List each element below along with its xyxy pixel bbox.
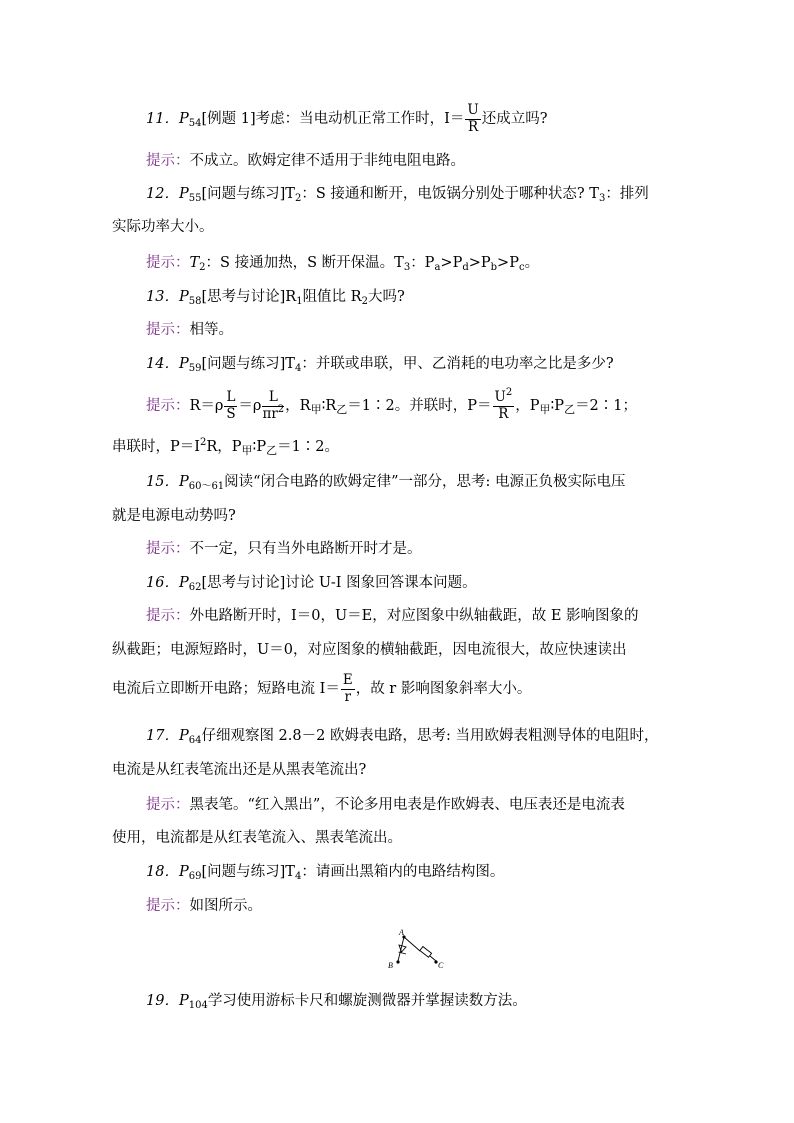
p-sub: c xyxy=(518,262,525,273)
t-sub: 3 xyxy=(403,262,411,273)
answer-16-line2 xyxy=(112,639,682,661)
question-12-line2 xyxy=(112,216,682,238)
frac-den: R xyxy=(467,118,479,135)
frac-den: R xyxy=(498,405,509,422)
fraction-u2-over-r xyxy=(493,387,515,422)
answer-text: ：P xyxy=(410,255,435,271)
frac-den-text: πr xyxy=(262,405,278,422)
answer-11 xyxy=(146,150,716,172)
diode-wire xyxy=(398,937,404,961)
answer-17 xyxy=(146,794,716,816)
q-number: 19．P xyxy=(146,993,189,1009)
q-text: 阅读“闭合电路的欧姆定律”一部分，思考: 电源正负极实际电压 xyxy=(224,474,626,490)
frac-num: U xyxy=(467,102,479,118)
q-text-end: 还成立吗? xyxy=(481,111,548,127)
hint-label: 提示： xyxy=(146,541,190,557)
fraction-e-over-r xyxy=(341,674,355,704)
label-c: C xyxy=(438,961,444,970)
q-text: [例题 1]考虑：当电动机正常工作时，I＝ xyxy=(201,111,465,127)
hint-label: 提示： xyxy=(146,255,190,271)
q-text: ：并联或串联，甲、乙消耗的电功率之比是多少? xyxy=(301,356,614,372)
frac-num-text: U xyxy=(494,389,506,405)
question-18 xyxy=(146,861,716,883)
frac-den: r xyxy=(344,688,351,705)
q-number: 14．P xyxy=(146,356,189,372)
q-text: 大吗? xyxy=(367,289,405,305)
answer-text: 不成立。欧姆定律不适用于非纯电阻电路。 xyxy=(189,153,465,169)
resistor-symbol xyxy=(420,947,432,958)
question-19 xyxy=(146,990,716,1012)
page-sub: 54 xyxy=(188,118,202,129)
resistor-wire-c xyxy=(430,956,436,961)
hint-label: 提示： xyxy=(146,153,190,169)
t-sub: 3 xyxy=(598,193,606,204)
answer-text: 如图所示。 xyxy=(189,898,262,914)
answer-12 xyxy=(146,252,716,274)
hint-label: 提示： xyxy=(146,898,190,914)
page-sub: 60～61 xyxy=(188,481,225,492)
answer-text: ＝1∶2。并联时，P＝ xyxy=(347,398,492,414)
answer-text: 使用，电流都是从红表笔流入、黑表笔流出。 xyxy=(112,830,402,846)
frac-num: L xyxy=(226,389,236,405)
answer-text: ，R xyxy=(285,398,311,414)
fraction-l-over-pir2 xyxy=(262,391,284,421)
black-box-circuit-figure xyxy=(380,925,450,977)
question-15-line2 xyxy=(112,505,682,527)
t-sub: 4 xyxy=(294,363,302,374)
answer-text: 相等。 xyxy=(189,322,233,338)
sub-yi: 乙 xyxy=(336,403,348,416)
frac-num xyxy=(493,387,515,407)
sub-yi: 乙 xyxy=(266,444,278,457)
sub-jia: 甲 xyxy=(241,444,253,457)
q-text: [思考与讨论]讨论 U-I 图象回答课本问题。 xyxy=(201,575,477,591)
page-sub: 104 xyxy=(188,1000,208,1011)
answer-text: 。 xyxy=(524,255,540,271)
frac-den: S xyxy=(226,405,236,422)
q-text: 电流是从红表笔流出还是从黑表笔流出? xyxy=(112,762,367,778)
answer-text: 纵截距；电源短路时，U＝0，对应图象的横轴截距，因电流很大，故应快速读出 xyxy=(112,642,627,658)
answer-13 xyxy=(146,319,716,341)
answer-text: ＝1∶2。 xyxy=(277,439,340,455)
answer-16 xyxy=(146,605,716,627)
p-sub: a xyxy=(434,262,441,273)
t-sub: 2 xyxy=(294,193,302,204)
question-13 xyxy=(146,286,716,308)
q-text: [问题与练习]T xyxy=(201,864,295,880)
sub-yi: 乙 xyxy=(564,403,576,416)
question-11 xyxy=(146,104,716,134)
hint-label: 提示： xyxy=(146,322,190,338)
q-text: [思考与讨论]R xyxy=(201,289,297,305)
page-sub: 64 xyxy=(188,735,202,746)
answer-text: 电流后立即断开电路；短路电流 I＝ xyxy=(112,681,340,697)
question-16 xyxy=(146,572,716,594)
q-number: 18．P xyxy=(146,864,189,880)
answer-text: 外电路断开时，I＝0，U＝E，对应图象中纵轴截距，故 E 影响图象的 xyxy=(189,608,639,624)
r-sub: 2 xyxy=(361,296,368,307)
fraction-u-over-r xyxy=(465,104,480,134)
frac-sup: 2 xyxy=(277,403,285,415)
hint-label: 提示： xyxy=(146,797,190,813)
answer-text: >P xyxy=(468,255,491,271)
frac-num: L xyxy=(262,391,284,407)
answer-text: ∶R xyxy=(321,398,337,414)
p-sub: b xyxy=(490,262,498,273)
q-text: 学习使用游标卡尺和螺旋测微器并掌握读数方法。 xyxy=(207,993,527,1009)
page-sub: 69 xyxy=(188,871,202,882)
q-text: ：S 接通和断开，电饭锅分别处于哪种状态? T xyxy=(301,186,599,202)
answer-text: 不一定，只有当外电路断开时才是。 xyxy=(189,541,422,557)
answer-18 xyxy=(146,895,716,917)
answer-text: ∶P xyxy=(550,398,565,414)
page-sub: 58 xyxy=(188,296,202,307)
answer-text: ∶P xyxy=(252,439,267,455)
answer-text: R＝ρ xyxy=(189,398,224,414)
hint-label: 提示： xyxy=(146,398,190,414)
resistor-wire-a xyxy=(404,937,420,951)
q-text: 阻值比 R xyxy=(302,289,362,305)
frac-den xyxy=(262,403,285,422)
answer-text: ＝ρ xyxy=(238,398,262,414)
q-text: [问题与练习]T xyxy=(201,186,295,202)
q-text: 就是电源电动势吗? xyxy=(112,508,236,524)
question-12 xyxy=(146,183,716,205)
question-17 xyxy=(146,725,716,747)
answer-14 xyxy=(146,386,716,426)
t-sub: 2 xyxy=(199,262,206,273)
answer-text: >P xyxy=(497,255,519,271)
answer-text: 串联时，P＝I xyxy=(112,439,200,455)
q-number: 12．P xyxy=(146,186,189,202)
q-number: 15．P xyxy=(146,474,189,490)
p-sub: d xyxy=(462,262,469,273)
answer-text: ，P xyxy=(515,398,540,414)
t-sub: 4 xyxy=(294,871,302,882)
answer-14-line2 xyxy=(112,436,682,458)
answer-text: ＝2∶1； xyxy=(575,398,638,414)
q-text: 实际功率大小。 xyxy=(112,219,214,235)
page-sub: 59 xyxy=(188,363,202,374)
answer-17-line2 xyxy=(112,827,682,849)
q-number: 11．P xyxy=(146,111,189,127)
answer-text: >P xyxy=(440,255,463,271)
frac-num: E xyxy=(342,672,353,688)
sub-jia: 甲 xyxy=(310,403,322,416)
answer-16-line3 xyxy=(112,669,682,709)
answer-text: R，P xyxy=(206,439,242,455)
q-number: 13．P xyxy=(146,289,189,305)
answer-text: ：S 接通加热，S 断开保温。T xyxy=(205,255,404,271)
label-b: B xyxy=(388,961,393,970)
answer-text: 黑表笔。“红入黑出”，不论多用电表是作欧姆表、电压表还是电流表 xyxy=(189,797,625,813)
question-14 xyxy=(146,353,716,375)
q-text: ：排列 xyxy=(605,186,649,202)
q-text: [问题与练习]T xyxy=(201,356,295,372)
sup: 2 xyxy=(199,437,207,448)
frac-sup: 2 xyxy=(505,387,513,398)
q-text: ：请画出黑箱内的电路结构图。 xyxy=(301,864,505,880)
t-var: T xyxy=(189,255,200,271)
q-text: 仔细观察图 2.8－2 欧姆表电路，思考: 当用欧姆表粗测导体的电阻时， xyxy=(201,728,659,744)
answer-15 xyxy=(146,538,716,560)
node-b xyxy=(396,960,399,963)
question-17-line2 xyxy=(112,759,682,781)
question-15 xyxy=(146,471,716,493)
answer-text: ，故 r 影响图象斜率大小。 xyxy=(355,681,532,697)
r-sub: 1 xyxy=(296,296,303,307)
label-a: A xyxy=(399,928,404,937)
fraction-l-over-s xyxy=(224,391,237,421)
q-number: 16．P xyxy=(146,575,189,591)
hint-label: 提示： xyxy=(146,608,190,624)
page-sub: 55 xyxy=(188,193,202,204)
sub-jia: 甲 xyxy=(539,403,551,416)
page-sub: 62 xyxy=(188,582,202,593)
q-number: 17．P xyxy=(146,728,189,744)
